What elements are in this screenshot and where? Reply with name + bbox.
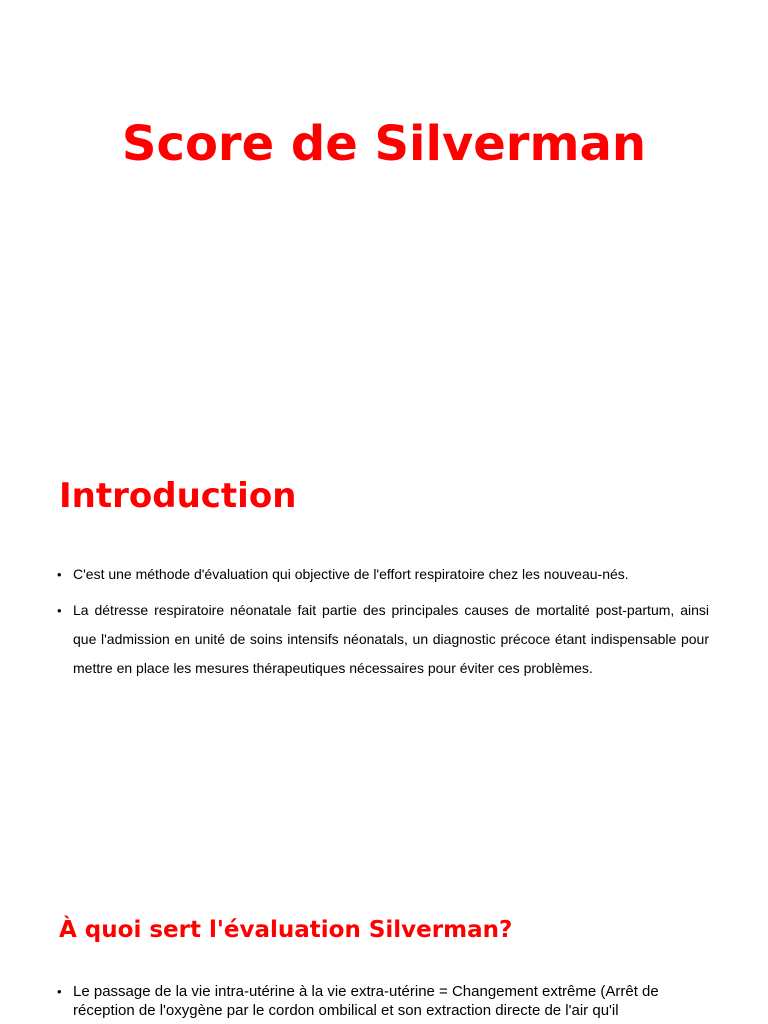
bullet-icon: • <box>57 567 62 582</box>
bullet-icon: • <box>57 984 62 999</box>
introduction-heading: Introduction <box>59 476 297 516</box>
evaluation-heading: À quoi sert l'évaluation Silverman? <box>59 917 513 943</box>
bullet-text: La détresse respiratoire néonatale fait partie des principales causes de mortalité post-partum, ainsi que l'admission en unité de soins intensifs néonatals, un diagnostic précoce étant indispensable pour mettre en place les mesures thérapeutiques nécessaires pour éviter ces problèmes. <box>73 602 709 676</box>
list-item <box>57 560 709 589</box>
bullet-text: C'est une méthode d'évaluation qui objective de l'effort respiratoire chez les nouveau-nés. <box>73 566 629 582</box>
bullet-text: Le passage de la vie intra-utérine à la vie extra-utérine = Changement extrême (Arrêt de réception de l'oxygène par le cordon ombilical et son extraction directe de l'air qu'il <box>73 983 659 1019</box>
page-title: Score de Silverman <box>121 116 647 172</box>
list-item <box>57 596 709 683</box>
evaluation-bullet-list <box>57 982 709 1020</box>
bullet-icon: • <box>57 603 62 618</box>
list-item <box>57 982 709 1020</box>
introduction-bullet-list <box>57 560 709 690</box>
